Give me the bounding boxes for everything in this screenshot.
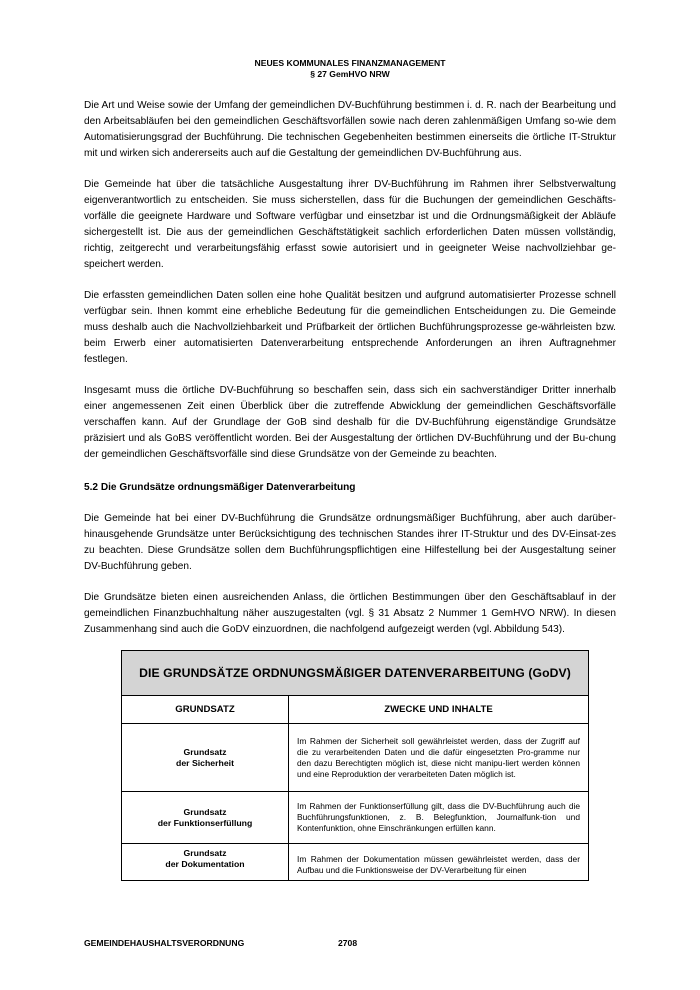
header-title: NEUES KOMMUNALES FINANZMANAGEMENT: [254, 58, 446, 68]
column-header-zwecke: ZWECKE UND INHALTE: [289, 696, 589, 724]
principle-cell: [122, 792, 289, 844]
table-row: [122, 724, 589, 792]
principle-label: Grundsatz: [183, 806, 227, 817]
footer-title: GEMEINDEHAUSHALTSVERORDNUNG: [84, 938, 245, 948]
principle-name: der Dokumentation: [165, 859, 245, 869]
section-heading: 5.2 Die Grundsätze ordnungsmäßiger Datenverarbeitung: [84, 482, 356, 493]
description-cell: Im Rahmen der Sicherheit soll gewährleistet werden, dass der Zugriff auf die zu verarbeitenden Daten und die dafür eingesetzten Pro-gramme nur den dazu Berechtigten möglich ist, diese nicht manipu-liert werden können und eine Reproduktion der verarbeiteten Daten möglich ist.: [289, 724, 589, 792]
paragraph: Insgesamt muss die örtliche DV-Buchführung so beschaffen sein, dass sich ein sachverständiger Dritter innerhalb einer angemessenen Zeit einen Überblick über die zutreffende Abwicklung der gemeindlichen Geschäftsvorfälle verschaffen kann. Auf der Grundlage der GoB sind deshalb für die DV-Buchführung eigenständige Grundsätze präzisiert und als GoBS veröffentlicht worden. Bei der Ausgestaltung der örtlichen DV-Buchführung und der Bu-chung der gemeindlichen Geschäftsvorfälle sind diese Grundsätze von der Gemeinde zu beachten.: [84, 385, 616, 460]
body-text: [84, 98, 616, 653]
table-title: DIE GRUNDSÄTZE ORDNUNGSMÄßIGER DATENVERARBEITUNG (GoDV): [122, 651, 589, 696]
description-cell: Im Rahmen der Funktionserfüllung gilt, dass die DV-Buchführung auch die Buchführungsfunktionen, z. B. Belegfunktion, Journalfunk-tion und Kontenfunktion, ohne Einschränkungen erfüllen kann.: [289, 792, 589, 844]
paragraph: Die erfassten gemeindlichen Daten sollen eine hohe Qualität besitzen und aufgrund automatisierter Prozesse schnell verfügbar sein. Ihnen kommt eine erhebliche Bedeutung für die gemeindlichen Entscheidungen zu. Die Gemeinde muss deshalb auch die Nachvollziehbarkeit und Prüfbarkeit der örtlichen Buchführungsprozesse ge-währleisten bzw. beim Erwerb einer automatisierten Datenverarbeitung entsprechende Anforderungen an ihren Auftragnehmer festlegen.: [84, 290, 616, 365]
paragraph: Die Art und Weise sowie der Umfang der gemeindlichen DV-Buchführung bestimmen i. d. R. nach der Bearbeitung und den Arbeitsabläufen bei den gemeindlichen Geschäftsvorfällen sowie nach deren zahlenmäßigen Umfang so-wie dem Automatisierungsgrad der Buchführung. Die technischen Gegebenheiten bestimmen einerseits die örtliche IT-Struktur mit und wirken sich andererseits auch auf die Gestaltung der gemeindlichen DV-Buchführung aus.: [84, 100, 616, 159]
godv-table: [121, 650, 589, 881]
principle-label: Grundsatz: [183, 848, 227, 858]
principle-name: der Sicherheit: [176, 757, 234, 768]
principle-label: Grundsatz: [183, 746, 227, 757]
paragraph: Die Gemeinde hat bei einer DV-Buchführung die Grundsätze ordnungsmäßiger Buchführung, aber auch darüber-hinausgehende Grundsätze unter Berücksichtigung des technischen Standes ihrer IT-Struktur und des DV-Einsat-zes zu beachten. Diese Grundsätze sollen dem Buchführungspflichtigen eine Hilfestellung bei der Ausgestaltung seiner DV-Buchführung geben.: [84, 513, 616, 572]
column-header-grundsatz: GRUNDSATZ: [122, 696, 289, 724]
table-row: [122, 844, 589, 881]
principle-cell: [122, 724, 289, 792]
paragraph: Die Grundsätze bieten einen ausreichenden Anlass, die örtlichen Bestimmungen über den Geschäftsablauf in der gemeindlichen Finanzbuchhaltung näher auszugestalten (vgl. § 31 Absatz 2 Nummer 1 GemHVO NRW). In diesen Zusammenhang sind auch die GoDV einzuordnen, die nachfolgend aufgezeigt werden (vgl. Abbildung 543).: [84, 592, 616, 635]
page-number: 2708: [338, 938, 358, 948]
page-header: [0, 58, 700, 80]
principle-cell: [122, 844, 289, 881]
principle-name: der Funktionserfüllung: [157, 817, 253, 828]
table-row: [122, 792, 589, 844]
header-subtitle: § 27 GemHVO NRW: [310, 69, 390, 79]
description-cell: Im Rahmen der Dokumentation müssen gewährleistet werden, dass der Aufbau und die Funktionsweise der DV-Verarbeitung für einen: [289, 844, 589, 881]
paragraph: Die Gemeinde hat über die tatsächliche Ausgestaltung ihrer DV-Buchführung im Rahmen ihrer Selbstverwaltung eigenverantwortlich zu entscheiden. Sie muss sicherstellen, dass für die Buchungen der gemeindlichen Geschäfts-vorfälle die geeignete Hardware und Software verfügbar und einsetzbar ist und die Ordnungsmäßigkeit der Abläufe sichergestellt ist. Die aus der gemeindlichen Geschäftstätigkeit sachlich erforderlichen Daten müssen vollständig, richtig, zeitgerecht und verarbeitungsfähig erfasst sowie autorisiert und in geeigneter Weise nachvollziehbar ge-speichert werden.: [84, 179, 616, 270]
